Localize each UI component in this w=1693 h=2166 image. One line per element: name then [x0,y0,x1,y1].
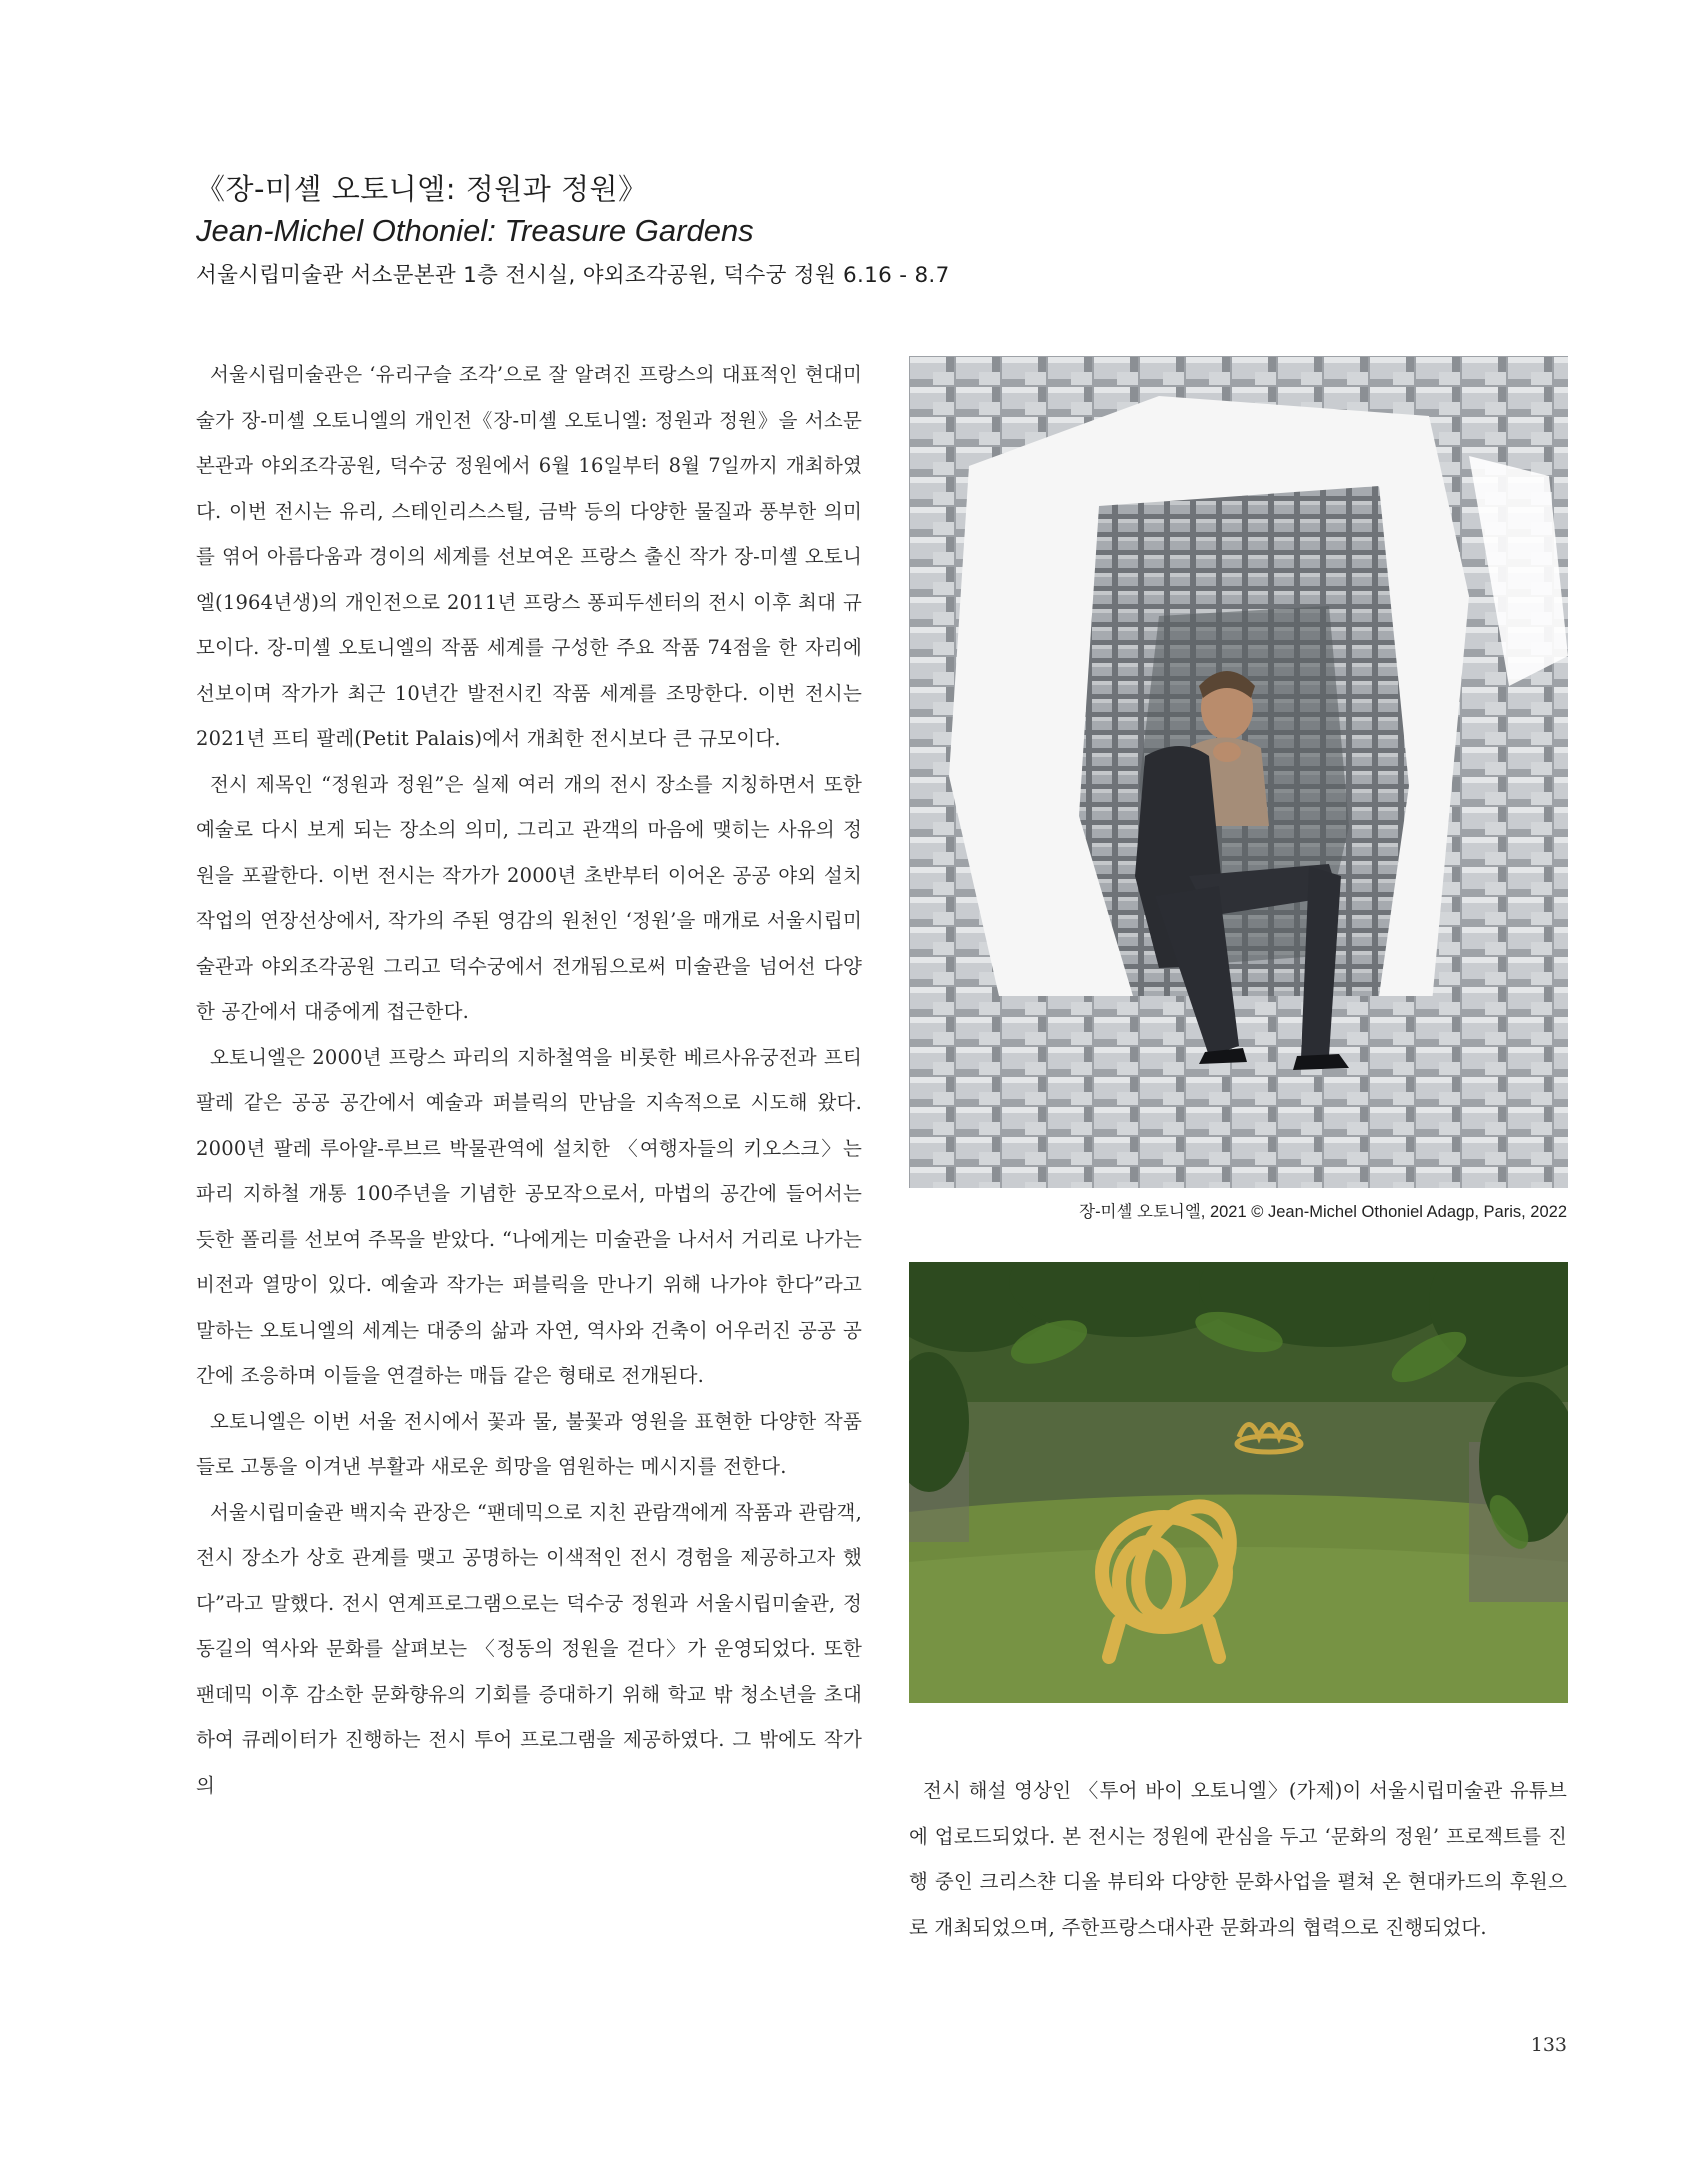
body-paragraph: 전시 해설 영상인 〈투어 바이 오토니엘〉(가제)이 서울시립미술관 유튜브에 업로드되었다. 본 전시는 정원에 관심을 두고 ‘문화의 정원’ 프로젝트를 진행 중인 크리스챤 디올 뷰티와 다양한 문화사업을 펼쳐 온 현대카드의 후원으로 개최되었으며, 주한프랑스대사관 문화과의 협력으로 진행되었다. [909,1779,1567,1939]
left-text-column [196,352,862,1808]
body-paragraph: 전시 제목인 “정원과 정원”은 실제 여러 개의 전시 장소를 지칭하면서 또한 예술로 다시 보게 되는 장소의 의미, 그리고 관객의 마음에 맺히는 사유의 정원을 포괄한다. 이번 전시는 작가가 2000년 초반부터 이어온 공공 야외 설치작업의 연장선상에서, 작가의 주된 영감의 원천인 ‘정원’을 매개로 서울시립미술관과 야외조각공원 그리고 덕수궁에서 전개됨으로써 미술관을 넘어선 다양한 공간에서 대중에게 접근한다. [196,772,862,1023]
right-text-column [909,1768,1567,1950]
body-paragraph: 서울시립미술관은 ‘유리구슬 조각’으로 잘 알려진 프랑스의 대표적인 현대미술가 장-미셸 오토니엘의 개인전《장-미셸 오토니엘: 정원과 정원》을 서소문본관과 야외조각공원, 덕수궁 정원에서 6월 16일부터 8월 7일까지 개최하였다. 이번 전시는 유리, 스테인리스스틸, 금박 등의 다양한 물질과 풍부한 의미를 엮어 아름다움과 경이의 세계를 선보여온 프랑스 출신 작가 장-미셸 오토니엘(1964년생)의 개인전으로 2011년 프랑스 퐁피두센터의 전시 이후 최대 규모이다. 장-미셸 오토니엘의 작품 세계를 구성한 주요 작품 74점을 한 자리에 선보이며 작가가 최근 10년간 발전시킨 작품 세계를 조망한다. 이번 전시는 2021년 프티 팔레(Petit Palais)에서 개최한 전시보다 큰 규모이다. [196,363,862,750]
garden-sculpture-photo [909,1262,1568,1703]
body-paragraph: 오토니엘은 이번 서울 전시에서 꽃과 물, 불꽃과 영원을 표현한 다양한 작품들로 고통을 이겨낸 부활과 새로운 희망을 염원하는 메시지를 전한다. [196,1409,862,1478]
steel-bricks-installation-image [909,356,1568,1188]
golden-knot-sculpture-image [909,1262,1568,1703]
artist-portrait-photo [909,356,1568,1188]
photo-caption: 장-미셸 오토니엘, 2021 © Jean-Michel Othoniel Adagp, Paris, 2022 [1079,1203,1567,1221]
exhibition-title-korean: 《장-미셸 오토니엘: 정원과 정원》 [196,172,648,206]
body-paragraph: 오토니엘은 2000년 프랑스 파리의 지하철역을 비롯한 베르사유궁전과 프티 팔레 같은 공공 공간에서 예술과 퍼블릭의 만남을 지속적으로 시도해 왔다. 2000년 팔레 루아얄-루브르 박물관역에 설치한 〈여행자들의 키오스크〉는 파리 지하철 개통 100주년을 기념한 공모작으로서, 마법의 공간에 들어서는 듯한 폴리를 선보여 주목을 받았다. “나에게는 미술관을 나서서 거리로 나가는 비전과 열망이 있다. 예술과 작가는 퍼블릭을 만나기 위해 나가야 한다”라고 말하는 오토니엘의 세계는 대중의 삶과 자연, 역사와 건축이 어우러진 공공 공간에 조응하며 이들을 연결하는 매듭 같은 형태로 전개된다. [196,1045,862,1387]
body-paragraph: 서울시립미술관 백지숙 관장은 “팬데믹으로 지친 관람객에게 작품과 관람객, 전시 장소가 상호 관계를 맺고 공명하는 이색적인 전시 경험을 제공하고자 했다”라고 말했다. 전시 연계프로그램으로는 덕수궁 정원과 서울시립미술관, 정동길의 역사와 문화를 살펴보는 〈정동의 정원을 걷다〉가 운영되었다. 또한 팬데믹 이후 감소한 문화향유의 기회를 증대하기 위해 학교 밖 청소년을 초대하여 큐레이터가 진행하는 전시 투어 프로그램을 제공하였다. 그 밖에도 작가의 [196,1500,862,1797]
article-header [196,168,950,296]
exhibition-venue-dates: 서울시립미술관 서소문본관 1층 전시실, 야외조각공원, 덕수궁 정원 6.16 - 8.7 [196,263,950,288]
page-number: 133 [1530,2034,1567,2056]
exhibition-title-english: Jean-Michel Othoniel: Treasure Gardens [196,213,754,248]
